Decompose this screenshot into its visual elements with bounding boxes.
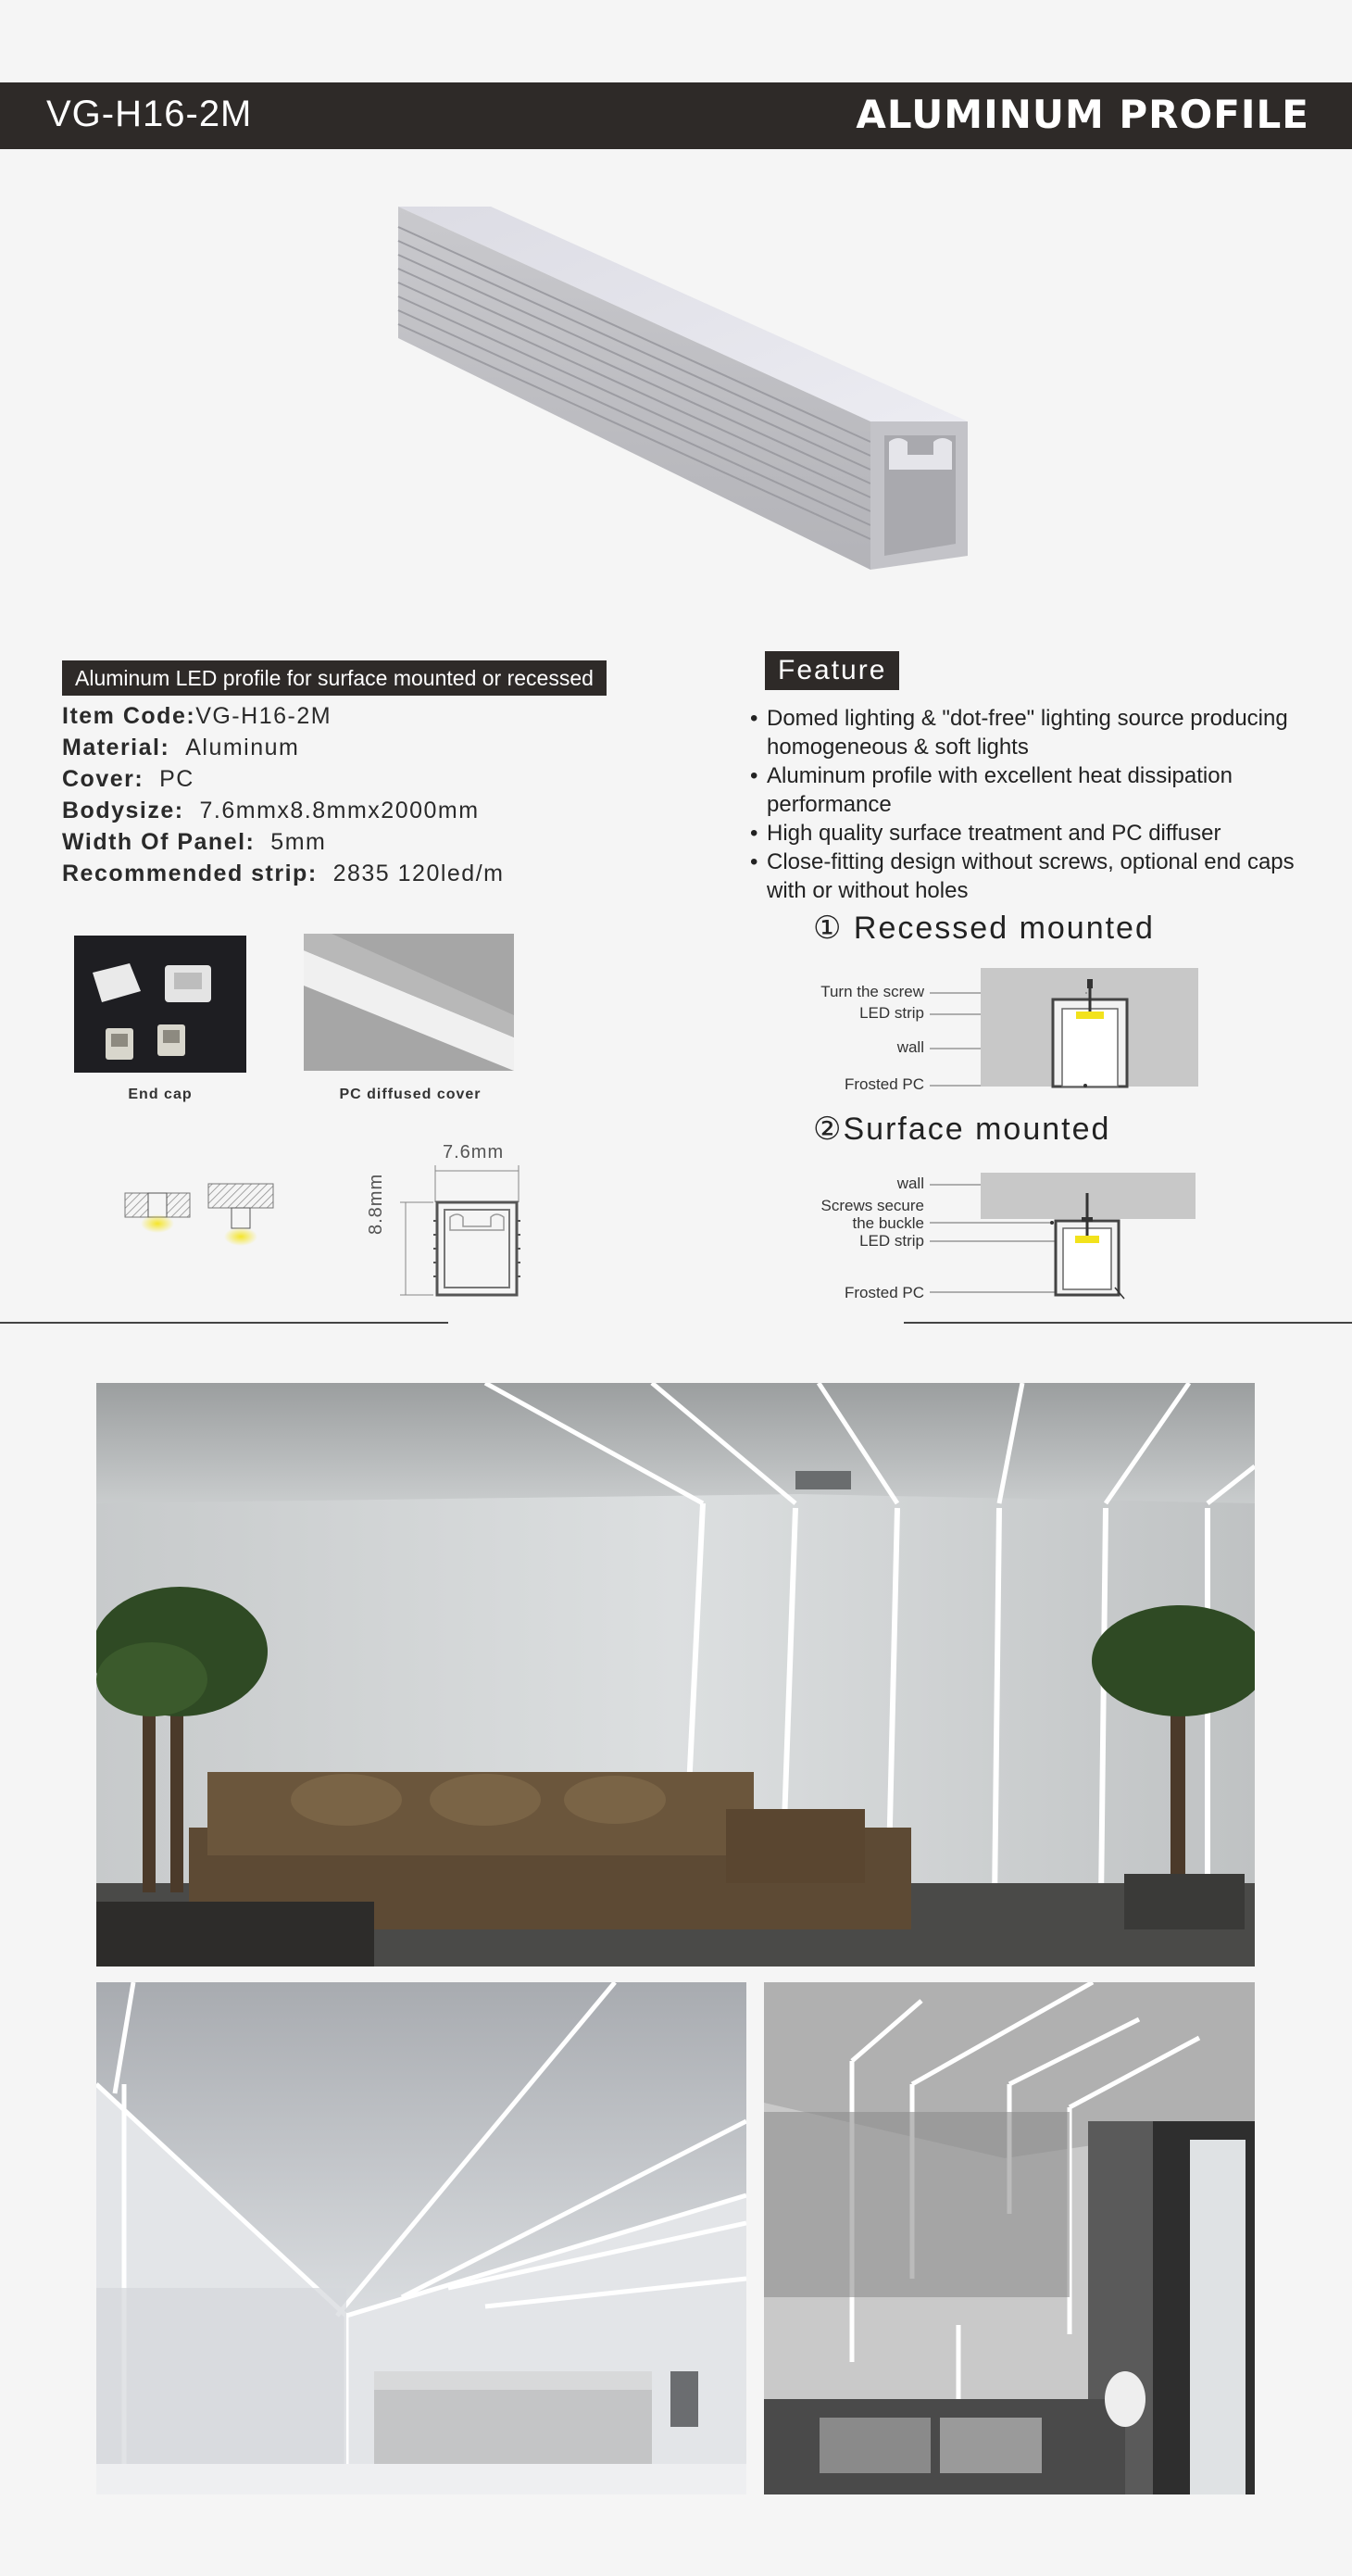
end-cap-image bbox=[74, 936, 246, 1073]
spec-value: 2835 120led/m bbox=[332, 861, 505, 886]
header-bar bbox=[0, 82, 1352, 149]
feature-bullet: • Close-fitting design without screws, optional end caps with or without holes bbox=[750, 848, 1306, 905]
spec-label: Bodysize: bbox=[62, 798, 184, 823]
model-title: VG-H16-2M bbox=[46, 94, 253, 134]
end-cap-caption: End cap bbox=[128, 1087, 193, 1102]
label-buckle: the buckle bbox=[852, 1214, 924, 1232]
surface-diagram bbox=[930, 1169, 1198, 1308]
category-title: ALUMINUM PROFILE bbox=[856, 92, 1309, 137]
spec-label: Cover: bbox=[62, 766, 144, 792]
spec-material bbox=[62, 735, 299, 761]
installation-icons bbox=[120, 1181, 287, 1255]
profile-product-image bbox=[389, 199, 982, 579]
label-frosted-pc: Frosted PC bbox=[845, 1284, 924, 1301]
feature-bullet-text: Aluminum profile with excellent heat dissipation performance bbox=[767, 763, 1233, 817]
spec-value: Aluminum bbox=[185, 735, 300, 760]
pc-cover-caption: PC diffused cover bbox=[339, 1087, 482, 1102]
spec-panel-width bbox=[62, 829, 326, 856]
label-wall: wall bbox=[896, 1175, 924, 1192]
label-wall: wall bbox=[896, 1038, 924, 1056]
recessed-title: ① Recessed mounted bbox=[813, 911, 1155, 946]
label-turn-screw: Turn the screw bbox=[820, 983, 924, 1000]
divider-right bbox=[904, 1322, 1352, 1324]
pc-cover-image bbox=[304, 934, 514, 1071]
label-led-strip: LED strip bbox=[859, 1232, 924, 1250]
label-frosted-pc: Frosted PC bbox=[845, 1075, 924, 1093]
spec-label: Recommended strip: bbox=[62, 861, 318, 886]
spec-value: PC bbox=[159, 766, 194, 792]
living-room-photo bbox=[96, 1383, 1255, 1967]
spec-value: 7.6mmx8.8mmx2000mm bbox=[199, 798, 480, 823]
product-subtitle: Aluminum LED profile for surface mounted or recessed bbox=[62, 660, 607, 696]
surface-title: ②Surface mounted bbox=[813, 1112, 1111, 1147]
spec-label: Material: bbox=[62, 735, 170, 760]
dimension-height: 8.8mm bbox=[366, 1173, 386, 1235]
feature-bullet-text: Close-fitting design without screws, optional end caps with or without holes bbox=[767, 849, 1295, 903]
feature-bullet-text: Domed lighting & "dot-free" lighting source producing homogeneous & soft lights bbox=[767, 706, 1288, 760]
divider-left bbox=[0, 1322, 448, 1324]
label-screws: Screws secure bbox=[820, 1197, 924, 1214]
feature-bullet: • Domed lighting & "dot-free" lighting source producing homogeneous & soft lights bbox=[750, 704, 1306, 761]
feature-bullet: • High quality surface treatment and PC diffuser bbox=[750, 819, 1306, 848]
dimension-width: 7.6mm bbox=[443, 1142, 505, 1162]
spec-recommended-strip bbox=[62, 861, 504, 887]
spec-value: 5mm bbox=[270, 829, 327, 855]
spec-cover bbox=[62, 766, 194, 793]
bedroom-photo bbox=[764, 1982, 1255, 2494]
spec-value: VG-H16-2M bbox=[195, 703, 332, 729]
recessed-diagram bbox=[930, 968, 1198, 1088]
spec-bodysize bbox=[62, 798, 480, 824]
label-led-strip: LED strip bbox=[859, 1004, 924, 1022]
spec-item-code bbox=[62, 703, 332, 730]
cross-section-drawing bbox=[396, 1165, 526, 1304]
spec-label: Item Code: bbox=[62, 703, 196, 729]
feature-title: Feature bbox=[765, 651, 899, 690]
feature-bullet: • Aluminum profile with excellent heat dissipation performance bbox=[750, 761, 1306, 819]
office-photo bbox=[96, 1982, 746, 2494]
spec-label: Width Of Panel: bbox=[62, 829, 256, 855]
feature-bullet-text: High quality surface treatment and PC diffuser bbox=[767, 821, 1221, 846]
